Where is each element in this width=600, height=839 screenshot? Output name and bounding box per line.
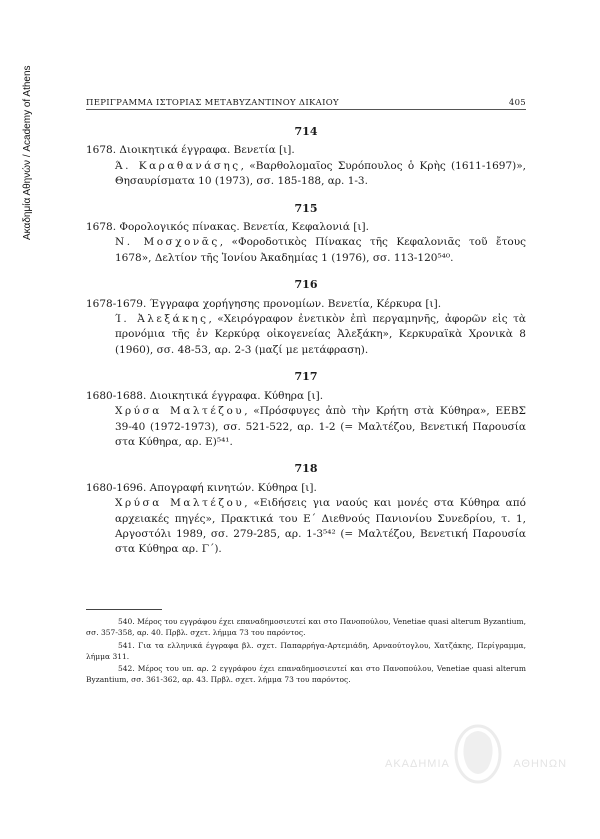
entry-number: 718 <box>294 462 318 476</box>
page-number: 405 <box>508 98 526 108</box>
header-rule <box>86 109 526 110</box>
entry-citation: , «Ειδήσεις για ναούς και μονές στα Κύθηρα από αρχειακές πηγές», Πρακτικά του Ε΄ Διεθνούς Πανιονίου Συνεδρίου, τ. 1, Αργοστόλι 1989, σσ. 279-285, αρ. 1-3⁵⁴² (= Μαλτέζου, Βενετική Παρουσία στα Κύθηρα αρ. Γ΄). <box>115 497 526 556</box>
entry-citation: , «Βαρθολομαῖος Συρόπουλος ὁ Κρὴς (1611-1697)», Θησαυρίσματα 10 (1973), σσ. 185-188, αρ. 1-3. <box>115 159 526 188</box>
entry-reference <box>86 496 526 558</box>
entry-reference <box>86 404 526 450</box>
footnote: 541. Για τα ελληνικά έγγραφα βλ. σχετ. Παπαρρήγα-Αρτεμιάδη, Αρναούτογλου, Χατζάκης, Περίγραμμα, λήμμα 311. <box>86 640 526 661</box>
entry-reference <box>86 159 526 190</box>
entry <box>86 201 526 267</box>
entry-author: Ί. Ἀλεξάκης <box>115 313 209 326</box>
entry <box>86 124 526 190</box>
entry-number: 714 <box>294 125 318 138</box>
entry-author: Ν. Μοσχονᾶς <box>115 236 220 249</box>
entry-number: 716 <box>294 278 318 292</box>
entry-heading: 1678-1679. Έγγραφα χορήγησης προνομίων. Βενετία, Κέρκυρα [ι]. <box>86 297 442 310</box>
entry-heading: 1680-1688. Διοικητικά έγγραφα. Κύθηρα [ι]. <box>86 389 324 402</box>
watermark-word: ΑΘΗΝΩΝ <box>513 758 568 770</box>
running-head <box>86 98 526 108</box>
footnote: 542. Μέρος του υπ. αρ. 2 εγγράφου έχει επαναδημοσιευτεί και στο Πανοπούλου, Venetiae quasi alterum Byzantium, σσ. 361-362, αρ. 43. Πρβλ. σχετ. λήμμα 73 του παρόντος. <box>86 664 526 684</box>
entry-author: Ά. Καραθανάσης <box>115 159 241 172</box>
entry-heading: 1678. Διοικητικά έγγραφα. Βενετία [ι]. <box>86 144 295 157</box>
entry-heading: 1678. Φορολογικός πίνακας. Βενετία, Κεφαλονιά [ι]. <box>86 221 369 234</box>
watermark <box>385 758 567 770</box>
entry-number: 717 <box>294 370 318 384</box>
academy-logo-icon <box>448 718 508 788</box>
footnotes <box>86 616 526 687</box>
entries <box>86 120 526 569</box>
entry <box>86 461 526 557</box>
entry-citation: , «Χειρόγραφον ἐνετικὸν ἐπὶ περγαμηνῆς, ἀφορῶν εἰς τὰ προνόμια τῆς ἐν Κερκύρᾳ οἰκογενείας Ἀλεξάκη», Κερκυραϊκὰ Χρονικὰ 8 (1960), σσ. 48-53, αρ. 2-3 (μαζί με μετάφραση). <box>115 313 526 356</box>
footnote-rule <box>86 609 162 610</box>
entry-reference <box>86 312 526 358</box>
entry-heading: 1680-1696. Απογραφή κινητών. Κύθηρα [ι]. <box>86 481 317 494</box>
entry-author: Χρύσα Μαλτέζου <box>115 497 245 510</box>
entry-citation: , «Φοροδοτικὸς Πίνακας τῆς Κεφαλονιᾶς τοῦ ἔτους 1678», Δελτίον τῆς Ἰονίου Ἀκαδημίας 1 (1976), σσ. 113-120⁵⁴⁰. <box>115 236 526 264</box>
entry-author: Χρύσα Μαλτέζου <box>115 405 245 418</box>
entry-citation: , «Πρόσφυγες ἀπὸ τὴν Κρήτη στὰ Κύθηρα», ΕΕΒΣ 39-40 (1972-1973), σσ. 521-522, αρ. 1-2 (= Μαλτέζου, Βενετική Παρουσία στα Κύθηρα, αρ. Ε)⁵⁴¹. <box>115 405 526 448</box>
watermark-word: ΑΚΑΔΗΜΙΑ <box>385 758 450 770</box>
entry-number: 715 <box>294 201 318 215</box>
entry <box>86 369 526 450</box>
running-head-title: ΠΕΡΙΓΡΑΜΜΑ ΙΣΤΟΡΙΑΣ ΜΕΤΑΒΥΖΑΝΤΙΝΟΥ ΔΙΚΑΙΟΥ <box>86 98 339 108</box>
entry <box>86 277 526 358</box>
side-label: Ακαδημία Αθηνών / Academy of Athens <box>22 65 33 240</box>
footnote: 540. Μέρος του εγγράφου έχει επαναδημοσιευτεί και στο Πανοπούλου, Venetiae quasi alterum Byzantium, σσ. 357-358, αρ. 40. Πρβλ. σχετ. λήμμα 73 του παρόντος. <box>86 617 526 637</box>
entry-reference <box>86 235 526 266</box>
